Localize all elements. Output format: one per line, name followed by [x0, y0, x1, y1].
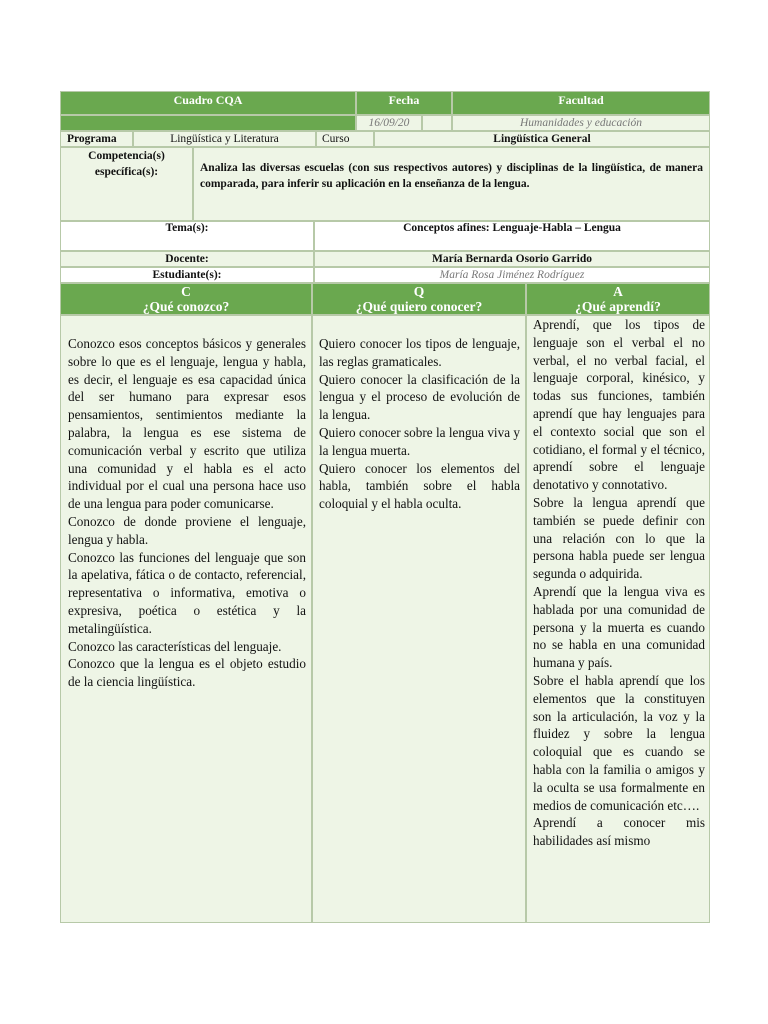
header-spacer-cell [422, 115, 452, 131]
header-row [60, 91, 710, 115]
programa-value: Lingüística y Literatura [133, 131, 316, 147]
competencia-value: Analiza las diversas escuelas (con sus respectivos autores) y disciplinas de la lingüística, de manera comparada, para inferir su aplicación en la enseñanza de la lengua. [193, 147, 710, 221]
column-a-question: ¿Qué aprendí? [575, 299, 661, 314]
facultad-value: Humanidades y educación [452, 115, 710, 131]
column-q-paragraph: Quiero conocer los tipos de lenguaje, las reglas gramaticales. [319, 336, 520, 369]
tema-row [60, 221, 710, 251]
curso-value: Lingüística General [374, 131, 710, 147]
column-a-body [526, 315, 710, 923]
column-a-paragraph: Sobre el habla aprendí que los elementos que la constituyen son la articulación, la voz y la fluidez y sobre la lengua coloquial que es cuando se habla con la familia o amigos y la oculta se usa formalmente en medios de comunicación etc…. [533, 672, 705, 813]
programa-row [60, 131, 710, 147]
column-c-paragraph: Conozco las funciones del lenguaje que son la apelativa, fática o de contacto, referencial, representativa o informativa, emotiva o expresiva, poética o estética y la metalingüística. [68, 549, 306, 636]
column-c-letter: C [181, 284, 191, 299]
competencia-row [60, 147, 710, 221]
column-c-body [60, 315, 312, 923]
docente-value: María Bernarda Osorio Garrido [314, 251, 710, 267]
docente-row [60, 251, 710, 267]
column-c-question: ¿Qué conozco? [142, 299, 230, 314]
column-q-paragraph: Quiero conocer sobre la lengua viva y la lengua muerta. [319, 424, 520, 458]
estudiante-label: Estudiante(s): [60, 267, 314, 283]
competencia-label: Competencia(s) específica(s): [60, 147, 193, 221]
column-c-paragraph: Conozco las características del lenguaje. [68, 638, 282, 654]
header-blank-cell [60, 115, 356, 131]
column-c-paragraph: Conozco que la lengua es el objeto estudio de la ciencia lingüística. [68, 656, 306, 690]
column-q-paragraph: Quiero conocer los elementos del habla, también sobre el habla coloquial y el habla oculta. [319, 460, 520, 512]
programa-label: Programa [60, 131, 133, 147]
fecha-label: Fecha [356, 91, 452, 115]
column-q-letter: Q [413, 284, 425, 299]
column-a-letter: A [613, 284, 623, 299]
column-q-paragraph: Quiero conocer la clasificación de la lengua y el proceso de evolución de la lengua. [319, 371, 520, 423]
docente-label: Docente: [60, 251, 314, 267]
tema-value: Conceptos afines: Lenguaje-Habla – Lengua [314, 221, 710, 251]
column-c-paragraph: Conozco de donde proviene el lenguaje, lengua y habla. [68, 513, 306, 547]
curso-label: Curso [316, 131, 374, 147]
estudiante-row [60, 267, 710, 283]
column-q-header [312, 283, 526, 315]
column-a-paragraph: Sobre la lengua aprendí que también se puede definir con una relación con lo que la persona habla puede ser lengua segunda o adquirida. [533, 494, 705, 582]
facultad-label: Facultad [452, 91, 710, 115]
column-a-paragraph: Aprendí a conocer mis habilidades así mismo [533, 815, 705, 849]
column-q-question: ¿Qué quiero conocer? [355, 299, 483, 314]
column-c-paragraph: Conozco esos conceptos básicos y generales sobre lo que es el lenguaje, lengua y habla, es decir, el lenguaje es esa capacidad única del ser humano para expresar esos pensamientos, sentimientos mediante la palabra, la lengua es ese sistema de comunicación verbal y escrito que utiliza una comunidad y el habla es el acto individual por el cual una persona hace uso de una lengua para poder comunicarse. [68, 336, 306, 512]
cqa-body-row [60, 315, 710, 923]
header-values-row [60, 115, 710, 131]
column-a-header [526, 283, 710, 315]
column-a-paragraph: Aprendí que la lengua viva es hablada por una comunidad de persona y la muerta es cuando no se habla en una comunidad humana y país. [533, 583, 705, 671]
column-c-header [60, 283, 312, 315]
cqa-column-headers [60, 283, 710, 315]
fecha-value: 16/09/20 [356, 115, 422, 131]
estudiante-value: María Rosa Jiménez Rodríguez [314, 267, 710, 283]
cuadro-cqa-title: Cuadro CQA [60, 91, 356, 115]
tema-label: Tema(s): [60, 221, 314, 251]
column-q-body [312, 315, 526, 923]
column-a-paragraph: Aprendí, que los tipos de lenguaje son el verbal el no verbal, el no verbal facial, el lenguaje corporal, kinésico, y todas sus funciones, también aprendí que hay lenguajes para el contexto social que son el cotidiano, el formal y el técnico, aprendí sobre el lenguaje denotativo y connotativo. [533, 317, 705, 493]
cqa-table [60, 91, 710, 923]
